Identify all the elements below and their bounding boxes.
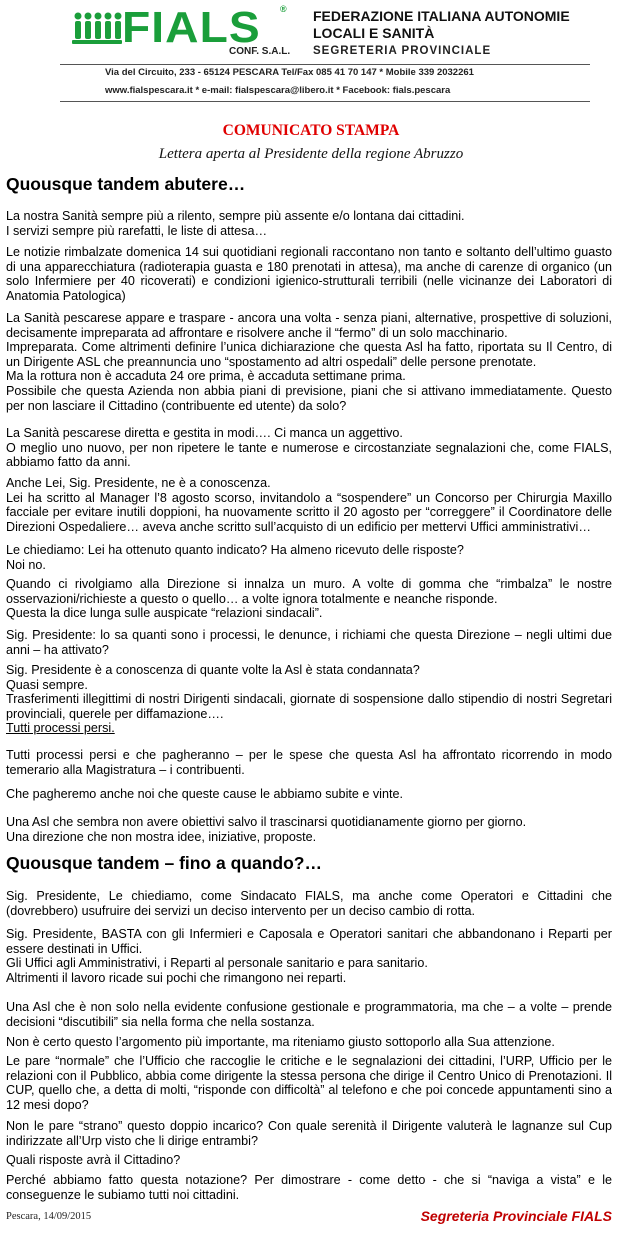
text-line: La nostra Sanità sempre più a rilento, sempre più assente e/o lontana dai cittadini. bbox=[6, 209, 465, 223]
signature: Segreteria Provinciale FIALS bbox=[420, 1208, 612, 1224]
text-line: osservazioni/richieste a questo o quello… a volte ignora totalmente e neanche risponde. bbox=[6, 591, 498, 606]
text-line: Le notizie rimbalzate domenica 14 sui quotidiani regionali raccontano non tanto e soltanto dell’ultimo guasto bbox=[6, 245, 612, 259]
s1-paragraph-10 bbox=[6, 748, 612, 777]
text-line: Questa la dice lunga sulle auspicate “relazioni sindacali”. bbox=[6, 606, 323, 621]
organization-name bbox=[313, 8, 613, 57]
text-line: Le pare “normale” che l’Ufficio che raccoglie le critiche e le segnalazioni dei cittadini, l’URP, Ufficio per le bbox=[6, 1054, 612, 1068]
letterhead bbox=[0, 0, 622, 106]
text-line: I servizi sempre più rarefatti, le liste di attesa… bbox=[6, 223, 268, 238]
text-line: Non le pare “strano” questo doppio incarico? Con quale serenità il Dirigente valuterà le lagnanze sul Cup bbox=[6, 1119, 612, 1133]
document-date: Pescara, 14/09/2015 bbox=[6, 1211, 92, 1222]
logo-figures-icon bbox=[72, 6, 122, 50]
text-line: Possibile che questa Azienda non abbia piani di previsione, piani che si attivano immediatamente. Questo bbox=[6, 383, 612, 398]
confederation-label: CONF. S.A.L. bbox=[229, 46, 291, 57]
text-line: Anatomia Patologica) bbox=[6, 288, 126, 303]
s1-paragraph-5 bbox=[6, 476, 612, 534]
section-2-title: Quousque tandem – fino a quando?… bbox=[6, 853, 322, 873]
text-line: Lei ha scritto al Manager l’8 agosto scorso, invitandolo a “sospendere” un Concorso per Chirurgia Maxillo bbox=[6, 490, 612, 505]
s1-paragraph-7 bbox=[6, 577, 612, 621]
text-line: Quando ci rivolgiamo alla Direzione si innalza un muro. A volte di gomma che “rimbalza” le nostre bbox=[6, 577, 612, 591]
s2-paragraph-5 bbox=[6, 1054, 612, 1112]
text-line: Sig. Presidente, BASTA con gli Infermieri e Caposala e Operatori sanitari che abbandonano i Reparti per bbox=[6, 927, 612, 941]
s2-paragraph-3 bbox=[6, 1000, 612, 1029]
address-line: Via del Circuito, 233 - 65124 PESCARA Tel/Fax 085 41 70 147 * Mobile 339 2032261 bbox=[105, 67, 474, 78]
s2-paragraph-4 bbox=[6, 1035, 612, 1050]
text-line: un Dirigente ASL che preannuncia uno “spostamento ad altri ospedali” delle persone prenotate. bbox=[6, 354, 537, 369]
divider-top bbox=[60, 64, 590, 65]
text-line: per non lasciare il Cittadino (contribuente ed utente) da solo? bbox=[6, 398, 347, 413]
text-line: Sig. Presidente, Le chiediamo, come Sindacato FIALS, ma anche come Operatori e Cittadini che bbox=[6, 889, 612, 903]
s2-paragraph-2 bbox=[6, 927, 612, 985]
text-line: relazioni con il Pubblico, abbia come dirigente la stessa persona che dirige il Centro Unico di Prenotazioni. Il bbox=[6, 1068, 612, 1083]
text-line: CUP, quello che, a detta di molti, “risponde con difficoltà” al telefono e che poi concede appuntamenti sino a bbox=[6, 1083, 612, 1098]
text-line: decisioni “discutibili” sia nella forma che nella sostanza. bbox=[6, 1014, 315, 1029]
text-line: facciale per evitare inutili doppioni, ha nuovamente scritto il 20 agosto per “correggere” il Coordinatore delle bbox=[6, 505, 612, 520]
text-line: Trasferimenti illegittimi di nostri Dirigenti sindacali, giornate di sospensione dallo stipendio di nostri Segretari bbox=[6, 692, 612, 707]
text-line: Altrimenti il lavoro ricade sui pochi che rimangono nei reparti. bbox=[6, 970, 347, 985]
text-line: provinciali, querele per diffamazione…. bbox=[6, 706, 224, 721]
contact-info bbox=[105, 66, 535, 98]
text-line: O meglio uno nuovo, per non ripetere le tante e numerose e circostanziate segnalazioni che, come FIALS, bbox=[6, 440, 612, 455]
s1-paragraph-2 bbox=[6, 245, 612, 303]
text-line: Ma la rottura non è accaduta 24 ore prima, è accaduta settimane prima. bbox=[6, 369, 406, 384]
text-line: Sig. Presidente è a conoscenza di quante volte la Asl è stata condannata? bbox=[6, 663, 420, 677]
registered-mark: ® bbox=[280, 4, 287, 14]
text-line: decisamente impreparata ad affrontare e risolvere anche il “fermo” di un solo macchinario. bbox=[6, 325, 508, 340]
s1-paragraph-6 bbox=[6, 543, 612, 572]
text-line: Che pagheremo anche noi che queste cause le abbiamo subite e vinte. bbox=[6, 787, 403, 801]
text-line: Tutti processi persi e che pagheranno – per le spese che questa Asl ha affrontato ricorrendo in modo bbox=[6, 748, 612, 762]
text-line: Le chiediamo: Lei ha ottenuto quanto indicato? Ha almeno ricevuto delle risposte? bbox=[6, 543, 464, 557]
s1-paragraph-3 bbox=[6, 311, 612, 413]
text-line: Noi no. bbox=[6, 557, 46, 572]
text-line: Anche Lei, Sig. Presidente, ne è a conoscenza. bbox=[6, 476, 271, 490]
s1-paragraph-1 bbox=[6, 209, 612, 238]
logo-wordmark: FIALS bbox=[122, 3, 261, 52]
text-line: di una apparecchiatura (radioterapia guasta e 180 prenotati in attesa), ma anche di carenze di organico (un bbox=[6, 259, 612, 274]
text-line-underlined: Tutti processi persi. bbox=[6, 721, 115, 736]
text-line: Non è certo questo l’argomento più importante, ma riteniamo giusto sottoporlo alla Sua attenzione. bbox=[6, 1035, 555, 1049]
text-line: Sig. Presidente: lo sa quanti sono i processi, le denunce, i richiami che questa Direzione – negli ultimi due bbox=[6, 628, 612, 642]
text-line: Direzioni Ospedaliere… aveva anche scritto sull’acquisto di un edificio per mettervi Uffici amministrativi… bbox=[6, 519, 591, 534]
text-line: abbiamo fatto da anni. bbox=[6, 455, 131, 470]
text-line: indirizzate all’Urp visto che li dirige entrambi? bbox=[6, 1133, 258, 1148]
org-line-2: LOCALI E SANITÀ bbox=[313, 25, 435, 41]
divider-bottom bbox=[60, 101, 590, 102]
text-line: Impreparata. Come altrimenti definire l’unica dichiarazione che questa Asl ha fatto, riportata su Il Centro, di bbox=[6, 340, 612, 355]
section-1-title: Quousque tandem abutere… bbox=[6, 174, 246, 194]
press-release-title: COMUNICATO STAMPA bbox=[222, 122, 400, 139]
org-line-3: SEGRETERIA PROVINCIALE bbox=[313, 45, 492, 57]
text-line: La Sanità pescarese appare e traspare - ancora una volta - senza piani, alternative, prospettive di soluzioni, bbox=[6, 311, 612, 325]
s1-paragraph-8 bbox=[6, 628, 612, 657]
text-line: 12 mesi dopo? bbox=[6, 1097, 89, 1112]
s2-paragraph-1 bbox=[6, 889, 612, 918]
text-line: conseguenze le subiamo tutti noi cittadini. bbox=[6, 1187, 240, 1202]
s1-paragraph-9 bbox=[6, 663, 612, 736]
press-release-subtitle: Lettera aperta al Presidente della regione Abruzzo bbox=[158, 146, 464, 162]
text-line: Perché abbiamo fatto questa notazione? Per dimostrare - come detto - che si “naviga a vista” e le bbox=[6, 1173, 612, 1187]
text-line: Quali risposte avrà il Cittadino? bbox=[6, 1153, 181, 1167]
web-contact-line: www.fialspescara.it * e-mail: fialspescara@libero.it * Facebook: fials.pescara bbox=[105, 85, 451, 96]
s2-paragraph-8 bbox=[6, 1173, 612, 1202]
text-line: essere destinati in Uffici. bbox=[6, 941, 143, 956]
text-line: temerario alla Magistratura – i contribuenti. bbox=[6, 762, 245, 777]
text-line: Quasi sempre. bbox=[6, 677, 88, 692]
org-line-1: FEDERAZIONE ITALIANA AUTONOMIE bbox=[313, 8, 570, 24]
text-line: Gli Uffici agli Amministrativi, i Reparti al personale sanitario e para sanitario. bbox=[6, 956, 428, 971]
s1-paragraph-4 bbox=[6, 426, 612, 470]
text-line: Una direzione che non mostra idee, iniziative, proposte. bbox=[6, 829, 317, 844]
text-line: La Sanità pescarese diretta e gestita in modi…. Ci manca un aggettivo. bbox=[6, 426, 403, 440]
text-line: Una Asl che sembra non avere obiettivi salvo il trascinarsi quotidianamente giorno per giorno. bbox=[6, 815, 527, 829]
text-line: solo Infermiere per 40 ricoverati) e condizioni igienico-strutturali terribili (nelle vicinanze dei Laboratori di bbox=[6, 274, 612, 289]
s2-paragraph-6 bbox=[6, 1119, 612, 1148]
text-line: (dovrebbero) usufruire dei servizi un deciso intervento per un deciso cambio di rotta. bbox=[6, 903, 476, 918]
s1-paragraph-12 bbox=[6, 815, 612, 844]
text-line: anni – ha attivato? bbox=[6, 642, 109, 657]
text-line: Una Asl che è non solo nella evidente confusione gestionale e programmatoria, ma che – a volte – prende bbox=[6, 1000, 612, 1014]
s2-paragraph-7 bbox=[6, 1153, 612, 1168]
s1-paragraph-11 bbox=[6, 787, 612, 802]
